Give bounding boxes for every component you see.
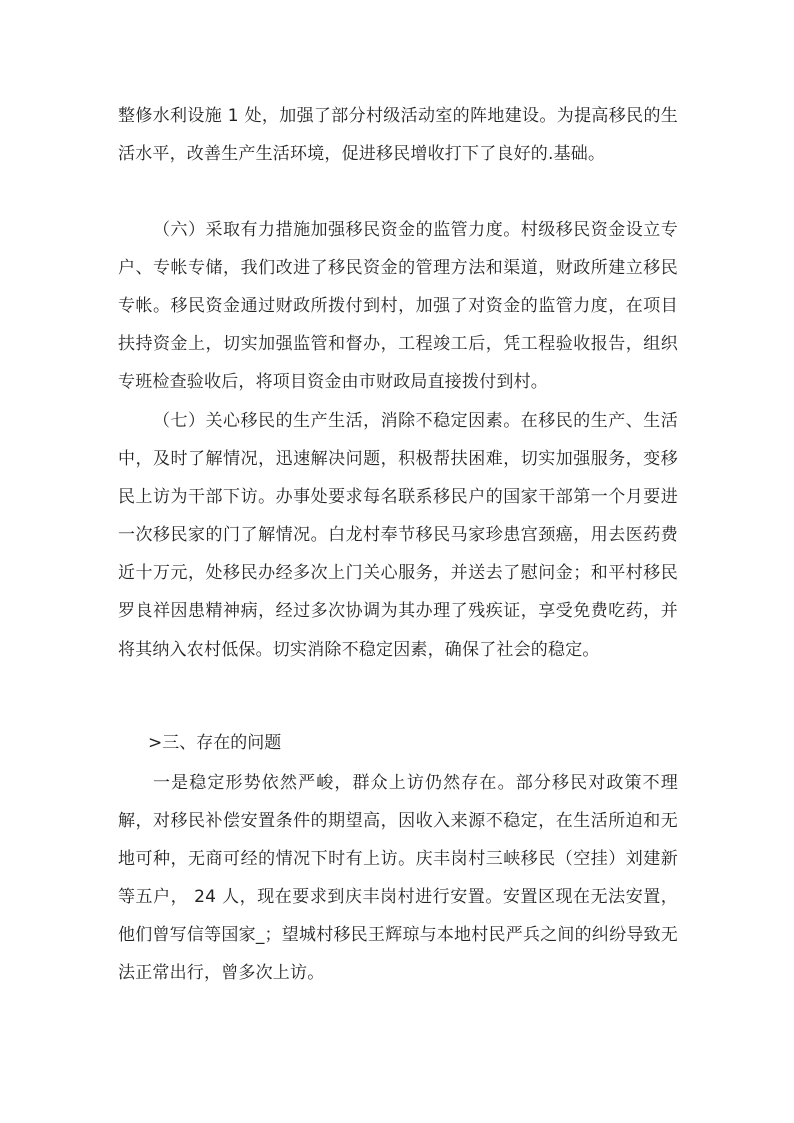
paragraph-stability-issue: 一是稳定形势依然严峻，群众上访仍然存在。部分移民对政策不理解，对移民补偿安置条件的期望高，因收入来源不稳定，在生活所迫和无地可种，无商可经的情况下时有上访。庆丰岗村三峡移民（空挂）刘建新等五户， 24 人，现在要求到庆丰岗村进行安置。安置区现在无法安置，他们曾写信等国家_；望城村移民王辉琼与本地村民严兵之间的纠纷导致无法正常出行，曾多次上访。	[118, 773, 678, 984]
paragraph-fund-supervision: （六）采取有力措施加强移民资金的监管力度。村级移民资金设立专户、专帐专储，我们改进了移民资金的管理方法和渠道，财政所建立移民专帐。移民资金通过财政所拨付到村，加强了对资金的监管力度，在项目扶持资金上，切实加强监管和督办，工程竣工后，凭工程验收报告，组织专班检查验收后，将项目资金由市财政局直接拨付到村。	[118, 220, 678, 393]
paragraph-care-for-migrants: （七）关心移民的生产生活，消除不稳定因素。在移民的生产、生活中，及时了解情况，迅速解决问题，积极帮扶困难，切实加强服务，变移民上访为干部下访。办事处要求每名联系移民户的国家干部第一个月要进一次移民家的门了解情况。白龙村奉节移民马家珍患宫颈癌，用去医药费近十万元，处移民办经多次上门关心服务，并送去了慰问金；和平村移民罗良祥因患精神病，经过多次协调为其办理了残疾证，享受免费吃药，并将其纳入农村低保。切实消除不稳定因素，确保了社会的稳定。	[118, 411, 678, 660]
paragraph-continuation: 整修水利设施 1 处，加强了部分村级活动室的阵地建设。为提高移民的生活水平，改善生产生活环境，促进移民增收打下了良好的.基础。	[118, 106, 678, 165]
section-heading-existing-problems: >三、存在的问题	[148, 733, 282, 753]
